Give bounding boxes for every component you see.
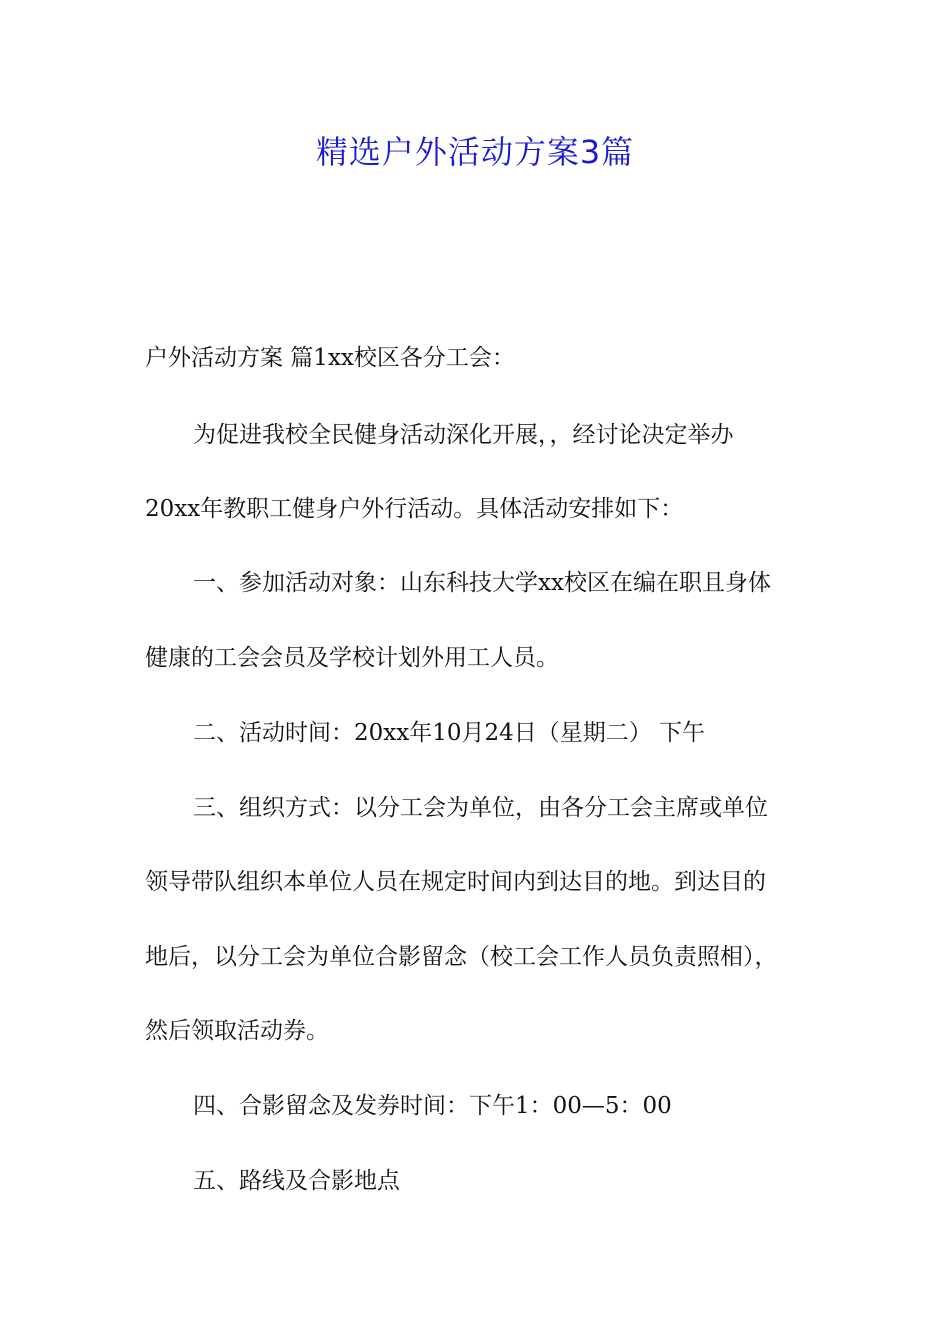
section-organization-line-3: 地后，以分工会为单位合影留念（校工会工作人员负责照相）， — [145, 944, 778, 970]
section-participants-line-1: 一、参加活动对象：山东科技大学xx校区在编在职且身体 — [193, 570, 771, 596]
greeting-line: 户外活动方案 篇1xx校区各分工会： — [145, 345, 515, 371]
paragraph-intro-line-2: 20xx年教职工健身户外行活动。具体活动安排如下： — [145, 496, 684, 522]
section-participants-line-2: 健康的工会会员及学校计划外用工人员。 — [145, 645, 559, 671]
section-route: 五、路线及合影地点 — [193, 1168, 400, 1194]
section-organization-line-4: 然后领取活动券。 — [145, 1018, 329, 1044]
section-time: 二、活动时间：20xx年10月24日（星期二） 下午 — [193, 720, 706, 746]
section-organization-line-1: 三、组织方式：以分工会为单位，由各分工会主席或单位 — [193, 795, 768, 821]
section-photo-time: 四、合影留念及发券时间：下午1：00—5：00 — [193, 1093, 672, 1119]
document-title: 精选户外活动方案3篇 — [315, 133, 635, 171]
paragraph-intro-line-1: 为促进我校全民健身活动深化开展，，经讨论决定举办 — [193, 422, 734, 448]
section-organization-line-2: 领导带队组织本单位人员在规定时间内到达目的地。到达目的 — [145, 869, 766, 895]
